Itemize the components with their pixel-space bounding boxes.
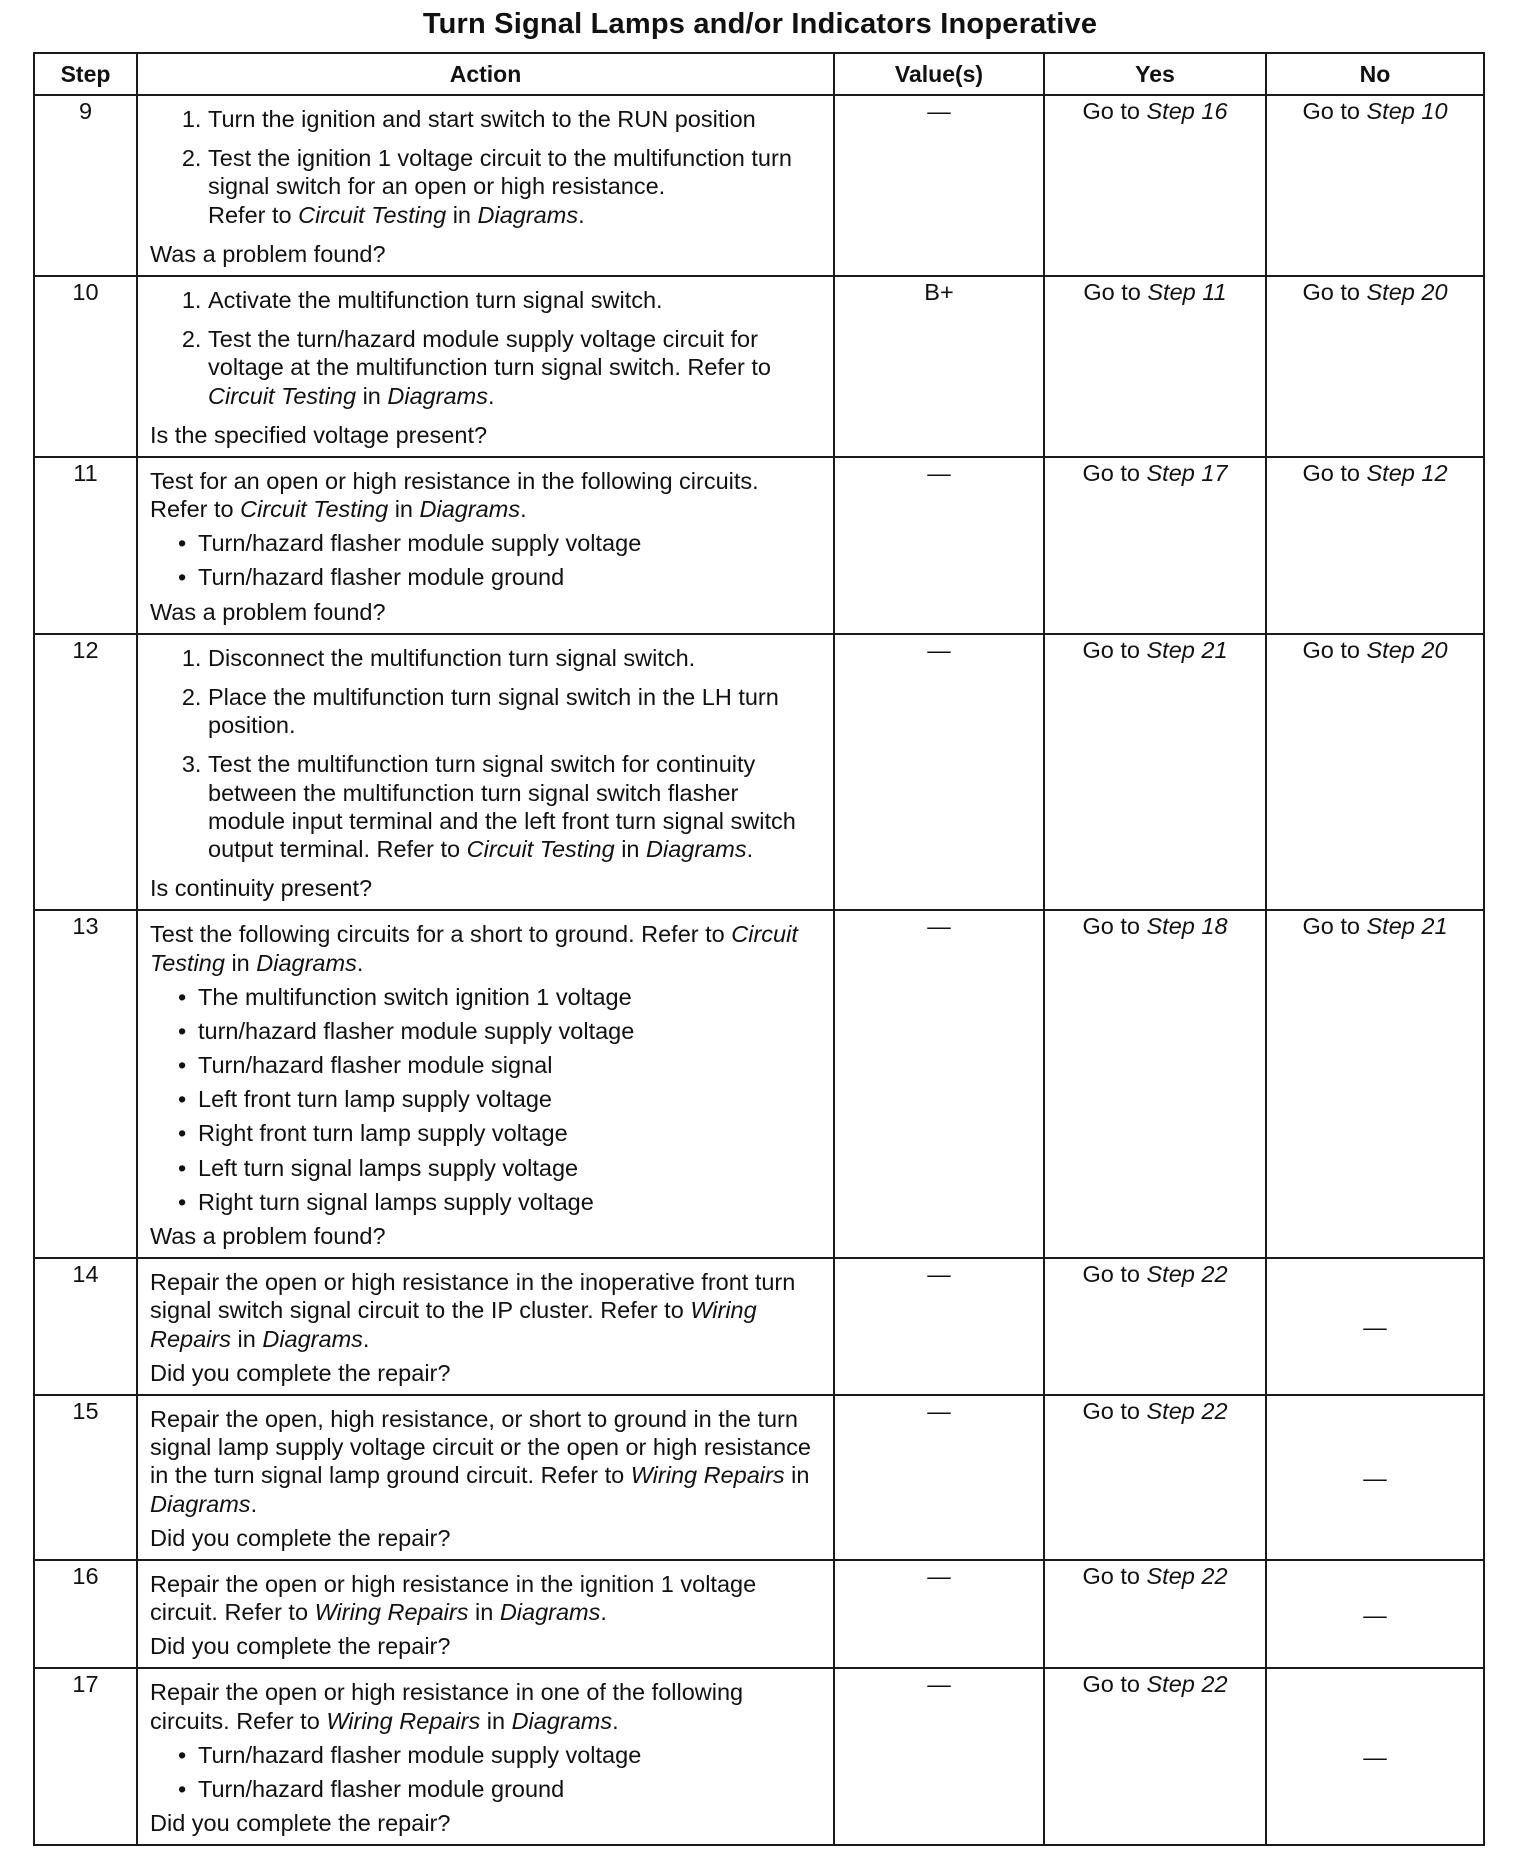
step-number-cell: 11 bbox=[34, 457, 137, 634]
no-cell: — bbox=[1266, 1395, 1484, 1560]
step-number-cell: 14 bbox=[34, 1258, 137, 1395]
bullet-item: • Turn/hazard flasher module supply voltage bbox=[198, 1741, 819, 1769]
numbered-item bbox=[208, 683, 819, 739]
action-cell bbox=[137, 457, 834, 634]
reference-document: Diagrams bbox=[646, 835, 747, 862]
instruction-text: Repair the open, high resistance, or short to ground in the turn signal lamp supply voltage circuit or the open or high resistance in the turn signal lamp ground circuit. bbox=[150, 1405, 811, 1489]
reference-topic: Circuit Testing bbox=[466, 835, 615, 862]
go-to-label: Go to bbox=[1082, 1397, 1140, 1424]
table-row bbox=[34, 910, 1484, 1258]
refer-to-label: Refer to bbox=[150, 496, 234, 523]
step-number: 10 bbox=[1421, 98, 1448, 124]
step-reference bbox=[1367, 98, 1448, 124]
value-cell: — bbox=[834, 1258, 1044, 1395]
step-word: Step bbox=[1366, 913, 1415, 940]
step-word: Step bbox=[1147, 278, 1196, 305]
reference-text: Refer to Wiring Repairs in Diagrams. bbox=[150, 1462, 810, 1517]
instruction-paragraph bbox=[150, 1678, 819, 1734]
numbered-list bbox=[150, 644, 819, 863]
yes-cell bbox=[1044, 1258, 1266, 1395]
go-to-step-link[interactable] bbox=[1082, 1398, 1227, 1424]
instruction-text: Test the following circuits for a short to ground. bbox=[150, 921, 635, 948]
instruction-paragraph bbox=[150, 1405, 819, 1518]
yes-cell bbox=[1044, 276, 1266, 457]
value-cell: — bbox=[834, 1668, 1044, 1845]
instruction-text: Test for an open or high resistance in the following circuits. bbox=[150, 467, 759, 494]
go-to-label: Go to bbox=[1082, 98, 1140, 124]
question-text: Was a problem found? bbox=[150, 598, 386, 625]
refer-to-label: Refer to bbox=[236, 1707, 320, 1734]
bullet-item: • Turn/hazard flasher module supply voltage bbox=[198, 529, 819, 557]
go-to-label: Go to bbox=[1302, 913, 1360, 940]
reference-topic: Circuit Testing bbox=[150, 921, 798, 976]
numbered-item bbox=[208, 144, 819, 229]
bullet-item: • turn/hazard flasher module supply voltage bbox=[198, 1017, 819, 1045]
step-word: Step bbox=[1366, 459, 1415, 486]
step-word: Step bbox=[1146, 1261, 1195, 1288]
instruction-text: Repair the open or high resistance in the inoperative front turn signal switch signal circuit to the IP cluster. bbox=[150, 1269, 796, 1324]
step-number-cell: 13 bbox=[34, 910, 137, 1258]
action-cell bbox=[137, 1258, 834, 1395]
instruction-text: Repair the open or high resistance in one of the following circuits. bbox=[150, 1679, 744, 1734]
value-cell: — bbox=[834, 634, 1044, 911]
in-label: in bbox=[394, 496, 413, 523]
go-to-label: Go to bbox=[1302, 98, 1360, 124]
table-row bbox=[34, 457, 1484, 634]
go-to-step-link[interactable] bbox=[1082, 913, 1227, 939]
yes-cell bbox=[1044, 95, 1266, 276]
step-reference bbox=[1367, 637, 1448, 663]
bullet-list bbox=[150, 983, 819, 1216]
action-cell bbox=[137, 1668, 834, 1845]
no-cell bbox=[1266, 95, 1484, 276]
reference-document: Diagrams bbox=[477, 201, 579, 228]
instruction-text: Test the turn/hazard module supply voltage circuit for voltage at the multifunction turn signal switch. bbox=[208, 326, 758, 381]
step-number: 17 bbox=[1201, 459, 1228, 486]
step-word: Step bbox=[1146, 636, 1195, 663]
step-word: Step bbox=[1146, 1671, 1195, 1698]
step-number: 22 bbox=[1201, 1671, 1228, 1698]
go-to-label: Go to bbox=[1082, 1671, 1140, 1698]
instruction-paragraph bbox=[150, 467, 819, 523]
refer-to-label: Refer to bbox=[224, 1599, 309, 1626]
reference-text: Refer to Wiring Repairs in Diagrams. bbox=[150, 1297, 757, 1352]
question-text: Is continuity present? bbox=[150, 875, 373, 902]
yes-cell bbox=[1044, 457, 1266, 634]
refer-to-label: Refer to bbox=[600, 1297, 684, 1324]
value-cell: — bbox=[834, 457, 1044, 634]
action-cell bbox=[137, 95, 834, 276]
no-cell: — bbox=[1266, 1560, 1484, 1669]
instruction-text: Repair the open or high resistance in the ignition 1 voltage circuit. bbox=[150, 1570, 757, 1626]
numbered-list bbox=[150, 105, 819, 229]
go-to-label: Go to bbox=[1082, 1562, 1140, 1589]
step-number: 16 bbox=[1201, 98, 1228, 124]
in-label: in bbox=[621, 835, 640, 862]
step-number-cell: 12 bbox=[34, 634, 137, 911]
refer-to-label: Refer to bbox=[208, 201, 292, 228]
bullet-item: • The multifunction switch ignition 1 voltage bbox=[198, 983, 819, 1011]
instruction-text: Disconnect the multifunction turn signal switch. bbox=[208, 644, 696, 671]
go-to-step-link[interactable] bbox=[1302, 98, 1447, 124]
step-reference bbox=[1147, 637, 1228, 663]
no-cell bbox=[1266, 457, 1484, 634]
yes-cell bbox=[1044, 1560, 1266, 1669]
step-reference bbox=[1367, 460, 1448, 486]
in-label: in bbox=[474, 1599, 494, 1626]
table-header-row bbox=[34, 53, 1484, 95]
value-cell: — bbox=[834, 95, 1044, 276]
reference-document: Diagrams bbox=[511, 1707, 613, 1734]
reference-topic: Circuit Testing bbox=[208, 382, 357, 409]
reference-document: Diagrams bbox=[256, 949, 357, 976]
reference-text: Refer to Circuit Testing in Diagrams. bbox=[208, 201, 585, 228]
go-to-step-link[interactable] bbox=[1082, 1261, 1227, 1287]
go-to-label: Go to bbox=[1082, 913, 1140, 940]
reference-text: Refer to Wiring Repairs in Diagrams. bbox=[224, 1599, 607, 1626]
step-word: Step bbox=[1146, 1397, 1195, 1424]
instruction-text: Turn the ignition and start switch to the RUN position bbox=[208, 106, 756, 132]
yes-cell bbox=[1044, 634, 1266, 911]
numbered-item bbox=[208, 105, 819, 133]
reference-document: Diagrams bbox=[499, 1599, 601, 1626]
step-number: 12 bbox=[1421, 459, 1448, 486]
go-to-step-link[interactable] bbox=[1082, 1563, 1227, 1589]
step-word: Step bbox=[1146, 98, 1195, 124]
yes-cell bbox=[1044, 910, 1266, 1258]
go-to-label: Go to bbox=[1083, 278, 1141, 305]
no-cell: — bbox=[1266, 1258, 1484, 1395]
numbered-item bbox=[208, 286, 819, 314]
go-to-step-link[interactable] bbox=[1082, 460, 1227, 486]
go-to-step-link[interactable] bbox=[1082, 637, 1227, 663]
column-header-step: Step bbox=[34, 53, 137, 95]
step-number: 22 bbox=[1201, 1397, 1228, 1424]
reference-document: Diagrams bbox=[419, 496, 521, 523]
action-cell bbox=[137, 276, 834, 457]
step-number: 20 bbox=[1421, 636, 1448, 663]
reference-topic: Wiring Repairs bbox=[150, 1297, 757, 1352]
go-to-step-link[interactable] bbox=[1302, 637, 1447, 663]
bullet-item: • Turn/hazard flasher module ground bbox=[198, 1775, 819, 1803]
column-header-no: No bbox=[1266, 53, 1484, 95]
question-text: Is the specified voltage present? bbox=[150, 421, 488, 448]
step-number-cell: 9 bbox=[34, 95, 137, 276]
question-text: Did you complete the repair? bbox=[150, 1359, 451, 1386]
step-word: Step bbox=[1366, 636, 1415, 663]
go-to-label: Go to bbox=[1082, 459, 1140, 486]
value-cell: — bbox=[834, 1560, 1044, 1669]
step-reference bbox=[1367, 913, 1448, 939]
step-reference bbox=[1147, 1398, 1228, 1424]
numbered-item bbox=[208, 325, 819, 410]
step-reference bbox=[1147, 1563, 1228, 1589]
step-number: 11 bbox=[1202, 278, 1227, 305]
column-header-values: Value(s) bbox=[834, 53, 1044, 95]
bullet-item: • Right turn signal lamps supply voltage bbox=[198, 1188, 819, 1216]
step-word: Step bbox=[1366, 98, 1415, 124]
table-row bbox=[34, 276, 1484, 457]
page-title: Turn Signal Lamps and/or Indicators Inoperative bbox=[422, 8, 1098, 40]
reference-document: Diagrams bbox=[387, 382, 488, 409]
question-text: Did you complete the repair? bbox=[150, 1810, 451, 1837]
go-to-label: Go to bbox=[1302, 278, 1360, 305]
instruction-text: Test the ignition 1 voltage circuit to the multifunction turn signal switch for an open or high resistance. bbox=[208, 145, 792, 200]
go-to-step-link[interactable] bbox=[1302, 913, 1447, 939]
table-row bbox=[34, 1668, 1484, 1845]
value-cell: — bbox=[834, 1395, 1044, 1560]
in-label: in bbox=[237, 1325, 256, 1352]
step-word: Step bbox=[1146, 459, 1195, 486]
numbered-item bbox=[208, 644, 819, 672]
go-to-step-link[interactable] bbox=[1083, 279, 1226, 305]
instruction-paragraph bbox=[150, 1268, 819, 1353]
step-reference bbox=[1147, 460, 1228, 486]
step-reference bbox=[1147, 98, 1228, 124]
reference-topic: Circuit Testing bbox=[298, 201, 447, 228]
step-word: Step bbox=[1366, 278, 1415, 305]
table-row bbox=[34, 1395, 1484, 1560]
reference-topic: Wiring Repairs bbox=[314, 1599, 469, 1626]
refer-to-label: Refer to bbox=[687, 354, 771, 381]
table-row bbox=[34, 634, 1484, 911]
step-number-cell: 10 bbox=[34, 276, 137, 457]
reference-document: Diagrams bbox=[150, 1490, 251, 1517]
column-header-yes: Yes bbox=[1044, 53, 1266, 95]
yes-cell bbox=[1044, 1668, 1266, 1845]
bullet-item: • Left turn signal lamps supply voltage bbox=[198, 1154, 819, 1182]
go-to-label: Go to bbox=[1302, 636, 1360, 663]
reference-text: Refer to Circuit Testing in Diagrams. bbox=[150, 921, 798, 976]
diagnostic-table bbox=[33, 52, 1485, 1846]
refer-to-label: Refer to bbox=[641, 921, 725, 948]
bullet-list bbox=[150, 1741, 819, 1803]
reference-topic: Circuit Testing bbox=[240, 496, 389, 523]
step-number: 22 bbox=[1201, 1261, 1228, 1288]
value-cell: B+ bbox=[834, 276, 1044, 457]
step-reference bbox=[1147, 913, 1228, 939]
action-cell bbox=[137, 634, 834, 911]
bullet-item: • Right front turn lamp supply voltage bbox=[198, 1119, 819, 1147]
step-reference bbox=[1147, 1261, 1228, 1287]
yes-cell bbox=[1044, 1395, 1266, 1560]
reference-document: Diagrams bbox=[262, 1325, 363, 1352]
step-word: Step bbox=[1146, 1562, 1195, 1589]
step-number-cell: 16 bbox=[34, 1560, 137, 1669]
refer-to-label: Refer to bbox=[540, 1462, 625, 1489]
go-to-step-link[interactable] bbox=[1302, 279, 1447, 305]
value-cell: — bbox=[834, 910, 1044, 1258]
in-label: in bbox=[362, 382, 381, 409]
action-cell bbox=[137, 1395, 834, 1560]
no-cell bbox=[1266, 276, 1484, 457]
reference-text: Refer to Wiring Repairs in Diagrams. bbox=[236, 1707, 619, 1734]
bullet-item: • Turn/hazard flasher module signal bbox=[198, 1051, 819, 1079]
instruction-text: Activate the multifunction turn signal switch. bbox=[208, 286, 663, 313]
step-reference bbox=[1367, 279, 1448, 305]
bullet-item: • Left front turn lamp supply voltage bbox=[198, 1085, 819, 1113]
in-label: in bbox=[452, 201, 471, 228]
step-number: 20 bbox=[1421, 278, 1448, 305]
no-cell bbox=[1266, 634, 1484, 911]
step-reference bbox=[1147, 279, 1226, 305]
question-text: Did you complete the repair? bbox=[150, 1633, 451, 1660]
numbered-list bbox=[150, 286, 819, 410]
numbered-item bbox=[208, 750, 819, 863]
in-label: in bbox=[791, 1462, 810, 1489]
go-to-step-link[interactable] bbox=[1082, 1671, 1227, 1697]
no-cell: — bbox=[1266, 1668, 1484, 1845]
in-label: in bbox=[486, 1707, 506, 1734]
table-row bbox=[34, 1258, 1484, 1395]
reference-text: Refer to Circuit Testing in Diagrams. bbox=[150, 496, 527, 523]
action-cell bbox=[137, 910, 834, 1258]
bullet-item: • Turn/hazard flasher module ground bbox=[198, 563, 819, 591]
go-to-label: Go to bbox=[1082, 1261, 1140, 1288]
column-header-action: Action bbox=[137, 53, 834, 95]
step-number: 21 bbox=[1421, 913, 1448, 940]
step-word: Step bbox=[1146, 913, 1195, 940]
table-row bbox=[34, 1560, 1484, 1669]
table-row bbox=[34, 95, 1484, 276]
step-number: 18 bbox=[1201, 913, 1228, 940]
instruction-paragraph bbox=[150, 1570, 819, 1626]
question-text: Was a problem found? bbox=[150, 1223, 386, 1249]
step-number: 21 bbox=[1201, 636, 1228, 663]
instruction-text: Test the multifunction turn signal switch for continuity between the multifunction turn signal switch flasher module input terminal and the left front turn signal switch output terminal. bbox=[208, 751, 796, 862]
question-text: Did you complete the repair? bbox=[150, 1524, 451, 1551]
in-label: in bbox=[231, 949, 250, 976]
action-cell bbox=[137, 1560, 834, 1669]
step-number: 22 bbox=[1201, 1562, 1228, 1589]
reference-text: Refer to Circuit Testing in Diagrams. bbox=[208, 354, 771, 409]
go-to-label: Go to bbox=[1302, 459, 1360, 486]
question-text: Was a problem found? bbox=[150, 240, 386, 267]
reference-text: Refer to Circuit Testing in Diagrams. bbox=[376, 835, 754, 862]
refer-to-label: Refer to bbox=[376, 835, 461, 862]
reference-topic: Wiring Repairs bbox=[326, 1707, 481, 1734]
go-to-step-link[interactable] bbox=[1082, 98, 1227, 124]
step-number-cell: 17 bbox=[34, 1668, 137, 1845]
bullet-list bbox=[150, 529, 819, 591]
go-to-step-link[interactable] bbox=[1302, 460, 1447, 486]
instruction-text: Place the multifunction turn signal switch in the LH turn position. bbox=[208, 684, 779, 739]
step-reference bbox=[1147, 1671, 1228, 1697]
no-cell bbox=[1266, 910, 1484, 1258]
instruction-paragraph bbox=[150, 920, 819, 976]
step-number-cell: 15 bbox=[34, 1395, 137, 1560]
reference-topic: Wiring Repairs bbox=[630, 1462, 785, 1489]
go-to-label: Go to bbox=[1082, 636, 1140, 663]
